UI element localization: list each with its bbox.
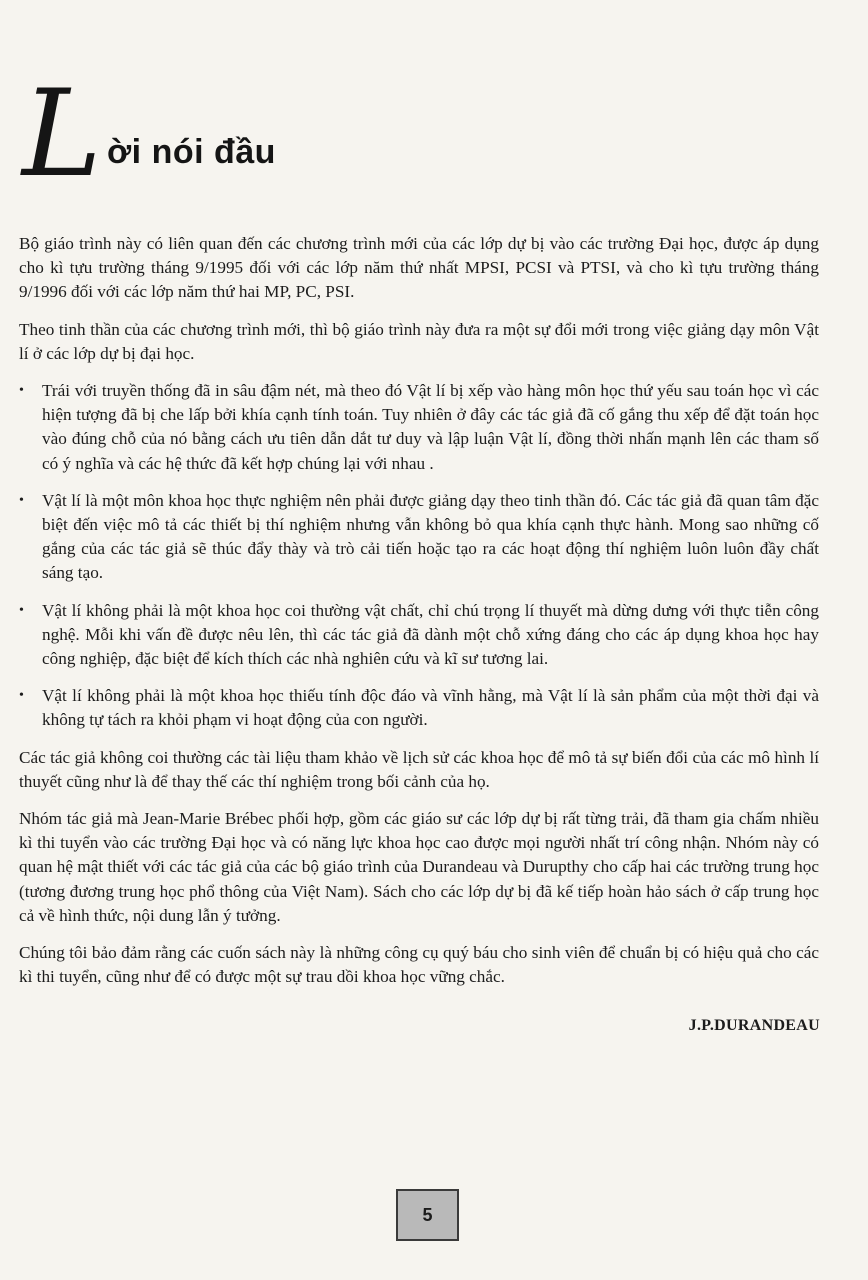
bullet-item — [19, 684, 819, 732]
page-number — [396, 1189, 459, 1241]
paragraph-history: Các tác giả không coi thường các tài liệu tham khảo về lịch sử các khoa học để mô tả sự biến đổi của các mô hình lí thuyết cũng như là để thay thế các thí nghiệm trong bối cảnh của họ. — [19, 747, 819, 791]
bullet-dot: • — [19, 383, 24, 399]
bullet-item — [19, 599, 819, 672]
signature: J.P.DURANDEAU — [688, 1017, 820, 1034]
paragraph-intro: Bộ giáo trình này có liên quan đến các chương trình mới của các lớp dự bị vào các trường Đại học, được áp dụng cho kì tựu trường tháng 9/1995 đối với các lớp năm thứ nhất MPSI, PCSI và PTSI, và cho kì tựu trường tháng 9/1996 đối với các lớp năm thứ hai MP, PC, PSI. — [19, 234, 819, 302]
bullet-dot: • — [19, 602, 24, 618]
bullet-text: Vật lí là một môn khoa học thực nghiệm nên phải được giảng dạy theo tinh thần đó. Các tác giả đã quan tâm đặc biệt đến việc mô tả các thiết bị thí nghiệm nhưng vẫn không bỏ qua khía cạnh thực hành. Mong sao những cố gắng của các tác giả sẽ thúc đẩy thày và trò cải tiến hoặc tạo ra các hoạt động thí nghiệm luôn luôn đầy chất sáng tạo. — [42, 490, 819, 583]
title-initial-letter: L — [22, 65, 102, 204]
paragraph-authors: Nhóm tác giả mà Jean-Marie Brébec phối hợp, gồm các giáo sư các lớp dự bị rất từng trải, đã tham gia chấm nhiều kì thi tuyển vào các trường Đại học và có năng lực khoa học cao được mọi người nhất trí công nhận. Nhóm này có quan hệ mật thiết với các tác giả của các bộ giáo trình của Durandeau và Durupthy cho cấp hai các trường trung học (tương đương trung học phổ thông của Việt Nam). Sách cho các lớp dự bị đã kế tiếp hoàn hảo sách ở cấp trung học cả về hình thức, nội dung lẫn ý tưởng. — [19, 809, 819, 925]
bullet-text: Vật lí không phải là một khoa học coi thường vật chất, chỉ chú trọng lí thuyết mà dừng dưng với thực tiễn công nghệ. Mỗi khi vấn đề được nêu lên, thì các tác giả đã dành một chỗ xứng đáng cho các áp dụng khoa học hay công nghiệp, đặc biệt để kích thích các nhà nghiên cứu và kĩ sư tương lai. — [42, 600, 819, 669]
bullet-item — [19, 489, 819, 586]
paragraph-closing: Chúng tôi bảo đảm rằng các cuốn sách này là những công cụ quý báu cho sinh viên để chuẩn bị có hiệu quả cho các kì thi tuyển, cũng như để có được một sự trau dồi khoa học vững chắc. — [19, 943, 819, 987]
bullet-dot: • — [19, 492, 24, 508]
title-text: ời nói đầu — [107, 133, 276, 171]
bullet-dot: • — [19, 688, 24, 704]
page-title — [22, 65, 422, 204]
bullet-item — [19, 379, 819, 476]
bullet-text: Trái với truyền thống đã in sâu đậm nét, mà theo đó Vật lí bị xếp vào hàng môn học thứ yếu sau toán học vì các hiện tượng đã bị che lấp bởi khía cạnh tính toán. Tuy nhiên ở đây các tác giả đã cố gắng thu xếp để đặt toán học vào đúng chỗ của nó bằng cách ưu tiên dẫn dắt tư duy và lập luận Vật lí, đồng thời nhấn mạnh lên các tham số có ý nghĩa và các hệ thức đã kết hợp chúng lại với nhau . — [42, 381, 819, 473]
bullet-text: Vật lí không phải là một khoa học thiếu tính độc đáo và vĩnh hằng, mà Vật lí là sản phẩm của một thời đại và không tự tách ra khỏi phạm vi hoạt động của con người. — [42, 686, 819, 730]
paragraph-spirit: Theo tinh thần của các chương trình mới, thì bộ giáo trình này đưa ra một sự đổi mới trong việc giảng dạy môn Vật lí ở các lớp dự bị đại học. — [19, 319, 819, 363]
preface-body — [19, 232, 819, 1002]
page-number-text: 5 — [422, 1204, 433, 1225]
